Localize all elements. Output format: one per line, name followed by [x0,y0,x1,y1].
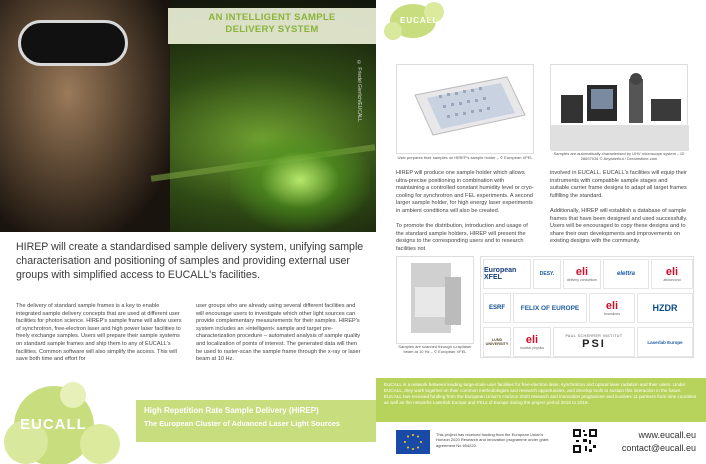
body-column-1: The delivery of standard sample frames is a key to enable integrated sample delivery concepts that are used at different user facilities for photon science. HIREP's sample frame will allow users of synchrotron, free-electron laser and high power laser facilities to freely exchange samples. Users will prepare their sample systems on standard sample frames and ship them to any of EUCALL's facilities. Common software will also simplify the access. This will save both time and effort for [16,303,182,363]
title-line-1: AN INTELLIGENT SAMPLE [208,12,336,23]
body-columns [16,303,364,364]
logo-lund-university: LUND UNIVERSITY [483,327,511,357]
eli-bl-sub: beamlines [604,312,620,316]
beam-scan-image [397,257,475,345]
footer-subtitle: The European Cluster of Advanced Laser Light Sources [144,419,341,428]
logo-hzdr: HZDR [637,293,693,323]
sample-holder-image [397,65,535,155]
email-link[interactable]: contact@eucall.eu [621,443,696,453]
title-line-2: DELIVERY SYSTEM [225,24,319,35]
logo-eli-dc [563,259,601,289]
title-box [168,8,376,44]
eli-dc-mark: eli [575,266,589,278]
eucall-logo: EUCALL [20,416,87,433]
logo-eli-beamlines [589,293,635,323]
eli-dc-sub: delivery consortium [566,278,598,282]
laser-glow-image [230,130,370,230]
logo-european-xfel: European XFEL [483,259,531,289]
laser-goggles-image [18,20,128,66]
bottom-row [376,422,706,464]
microscope-image [551,65,689,151]
eli-bl-mark: eli [605,300,619,312]
logo-desy: DESY. [533,259,561,289]
eli-np-sub: nuclear physics [519,346,545,350]
qr-code-icon [572,428,598,454]
header-eucall-logo: EUCALL [400,16,439,25]
caption-2: Samples are automatically characterised by UHV microscope system – ID 26697034 © Anyaberkut / Dreamstime.com [553,151,685,161]
logo-esrf: ESRF [483,293,511,323]
caption-1: User prepares their samples on HIREP's sample holder – © European XFEL [397,155,533,160]
logo-psi [553,327,635,357]
logo-eli-alps [651,259,693,289]
beam-scan-photo [396,256,474,344]
logo-elettra: elettra [603,259,649,289]
eli-alps-sub: attosecond [663,278,681,282]
psi-top-text: PAUL SCHERRER INSTITUT [565,334,623,338]
right-text-column-2: involved in EUCALL. EUCALL's facilities will equip their instruments with compatible sample stages and suitable carrier frame designs to adapt all target frames fulfilling the standard. Additionally, HIREP will establish a database of sample frames that have been designed and used successfully. Users will be encouraged to copy these designs and to share their own developments and improvements on existing designs with the community. [550,170,688,245]
website-link[interactable]: www.eucall.eu [638,430,696,440]
eucall-logo-bubbles [0,380,130,464]
lower-band [0,380,376,464]
footer-title-box [136,400,376,442]
logo-fels-of-europe: FELIX OF EUROPE [513,293,587,323]
caption-3: Samples are scanned through x-ray/laser beam at 10 Hz – © European XFEL [398,344,472,354]
psi-mark: PSI [582,338,606,350]
logo-eli-np [513,327,551,357]
body-column-2: user groups who are already using several different facilities and will encourage users to investigate which other light sources can provide complementary measurements for their samples. HIREP's system includes an »intelligent« sample and target pre-characterization procedure – automated analysis of sample quality and localization of points of interest. The generated data will then be used to raster-scan the sample frame through the x-ray or laser beam at 10 Hz. [196,303,361,363]
logo-laserlab-europe: Laserlab Europe [637,327,693,357]
eucall-info-box: EUCALL is a network between leading large-scale user facilities for free-electron laser, synchrotron and optical laser radiation and their users. Under EUCALL, they work together on their common methodologies and research opportunities, and develop tools to sustain this interaction in the future. EUCALL has received funding from the European Union's Horizon 2020 research and innovation programme and involves 11 partners from nine countries as well as the networks Laserlab Europe and FELs of Europe during the project period 2015 to 2018. [376,378,706,422]
eu-flag-icon [396,430,430,454]
eu-funding-note: This project has received funding from the European Union's Horizon 2020 Research and Innovation programme under grant agreement No 654220. [436,432,549,448]
microscope-photo [550,64,688,150]
eli-np-mark: eli [525,334,539,346]
sample-holder-photo [396,64,534,154]
right-header [376,0,706,40]
partner-logos [480,256,694,358]
right-page [376,0,706,464]
lead-paragraph: HIREP will create a standardised sample delivery system, unifying sample characterisation and positioning of samples and providing external user groups with simplified access to EUCALL's facilities. [16,241,364,281]
eli-alps-mark: eli [665,266,679,278]
photo-credit: © Friedel Gierlich/EUCALL [356,60,362,122]
footer-title: High Repetition Rate Sample Delivery (HIREP) [144,406,319,415]
right-text-column-1: HIREP will produce one sample holder which allows ultra-precise positioning in combination with maintaining a controlled constant humidity level or cryo-cooling for synchrotron and FEL experiments. A second larger sample holder, for high energy laser experiments in ambient conditions will also be created. To promote the distribution, introduction and usage of the standard sample holders, HIREP will present the designs to the corresponding users and to research facilities not [396,170,534,252]
